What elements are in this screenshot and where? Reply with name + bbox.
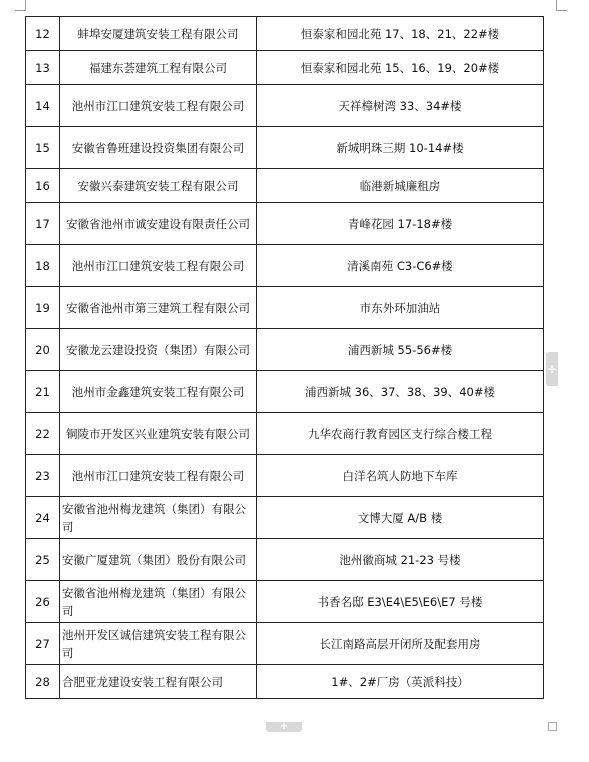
row-number: 24 (26, 497, 60, 539)
table-row (26, 497, 544, 539)
company-name: 福建东荟建筑工程有限公司 (60, 51, 257, 85)
row-number: 18 (26, 245, 60, 287)
row-number: 17 (26, 203, 60, 245)
project-name: 文博大厦 A/B 楼 (257, 497, 544, 539)
company-name: 安徽省池州市诚安建设有限责任公司 (60, 203, 257, 245)
table-row (26, 17, 544, 51)
row-number: 27 (26, 623, 60, 665)
project-name: 新城明珠三期 10-14#楼 (257, 127, 544, 169)
table-row (26, 203, 544, 245)
row-number: 19 (26, 287, 60, 329)
row-number: 22 (26, 413, 60, 455)
company-name: 安徽广厦建筑（集团）股份有限公司 (60, 539, 257, 581)
row-number: 26 (26, 581, 60, 623)
table-row (26, 665, 544, 699)
row-number: 21 (26, 371, 60, 413)
project-name: 1#、2#厂房（英派科技） (257, 665, 544, 699)
project-name: 九华农商行教育园区支行综合楼工程 (257, 413, 544, 455)
table-row (26, 169, 544, 203)
table-row (26, 539, 544, 581)
project-name: 市东外环加油站 (257, 287, 544, 329)
project-name: 白洋名筑人防地下车库 (257, 455, 544, 497)
company-name: 安徽省池州市第三建筑工程有限公司 (60, 287, 257, 329)
table-row (26, 329, 544, 371)
expand-side-panel-button[interactable] (546, 352, 558, 386)
project-name: 恒泰家和园北苑 17、18、21、22#楼 (257, 17, 544, 51)
company-name: 池州市江口建筑安装工程有限公司 (60, 455, 257, 497)
project-name: 书香名邸 E3\E4\E5\E6\E7 号楼 (257, 581, 544, 623)
row-number: 13 (26, 51, 60, 85)
table-row (26, 455, 544, 497)
project-name: 恒泰家和园北苑 15、16、19、20#楼 (257, 51, 544, 85)
row-number: 28 (26, 665, 60, 699)
project-name: 天祥樟树湾 33、34#楼 (257, 85, 544, 127)
table-row (26, 85, 544, 127)
project-name: 浦西新城 36、37、38、39、40#楼 (257, 371, 544, 413)
page-corner-top-left (15, 0, 26, 11)
company-name: 池州市江口建筑安装工程有限公司 (60, 245, 257, 287)
table-row (26, 413, 544, 455)
company-name: 安徽省鲁班建设投资集团有限公司 (60, 127, 257, 169)
company-name: 安徽兴泰建筑安装工程有限公司 (60, 169, 257, 203)
row-number: 23 (26, 455, 60, 497)
row-number: 14 (26, 85, 60, 127)
project-name: 长江南路高层开闭所及配套用房 (257, 623, 544, 665)
company-project-table (25, 16, 544, 699)
table-row (26, 581, 544, 623)
table-row (26, 51, 544, 85)
table-row (26, 623, 544, 665)
company-name: 蚌埠安厦建筑安装工程有限公司 (60, 17, 257, 51)
page-corner-top-right (556, 0, 567, 11)
project-name: 青峰花园 17-18#楼 (257, 203, 544, 245)
table-row (26, 287, 544, 329)
company-name: 安徽省池州梅龙建筑（集团）有限公司 (60, 497, 257, 539)
company-name: 安徽省池州梅龙建筑（集团）有限公司 (60, 581, 257, 623)
project-name: 池州徽商城 21-23 号楼 (257, 539, 544, 581)
company-name: 合肥亚龙建设安装工程有限公司 (60, 665, 257, 699)
row-number: 25 (26, 539, 60, 581)
expand-bottom-panel-button[interactable] (266, 722, 302, 732)
project-name: 清溪南苑 C3-C6#楼 (257, 245, 544, 287)
row-number: 20 (26, 329, 60, 371)
project-name: 浦西新城 55-56#楼 (257, 329, 544, 371)
project-name: 临港新城廉租房 (257, 169, 544, 203)
company-name: 池州市江口建筑安装工程有限公司 (60, 85, 257, 127)
plus-icon: + (279, 721, 289, 732)
row-number: 16 (26, 169, 60, 203)
company-name: 安徽龙云建设投资（集团）有限公司 (60, 329, 257, 371)
company-name: 铜陵市开发区兴业建筑安装有限公司 (60, 413, 257, 455)
resize-corner-icon[interactable] (548, 722, 557, 731)
table-row (26, 371, 544, 413)
row-number: 12 (26, 17, 60, 51)
plus-icon: + (546, 362, 558, 376)
company-name: 池州市金鑫建筑安装工程有限公司 (60, 371, 257, 413)
row-number: 15 (26, 127, 60, 169)
table-row (26, 245, 544, 287)
company-name: 池州开发区诚信建筑安装工程有限公司 (60, 623, 257, 665)
table-row (26, 127, 544, 169)
